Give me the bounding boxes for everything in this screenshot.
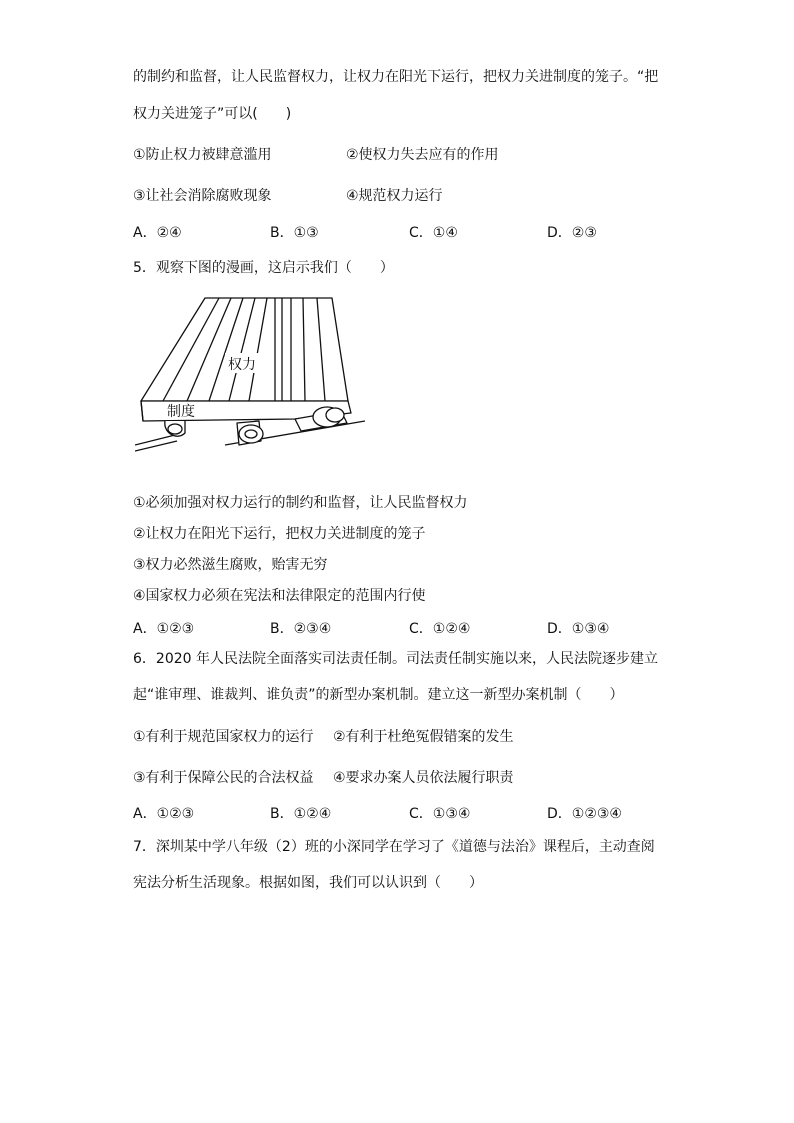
q4-choice-d: D．②③: [547, 225, 597, 241]
q6-choice-d: D．①②③④: [547, 806, 622, 822]
q4-choice-a: A．②④: [133, 225, 182, 241]
q5-item-4: ④国家权力必须在宪法和法律限定的范围内行使: [133, 588, 426, 604]
q7-stem-line1: 7．深圳某中学八年级（2）班的小深同学在学习了《道德与法治》课程后，主动查阅: [133, 839, 655, 855]
q6-item-3: ③有利于保障公民的合法权益: [133, 770, 314, 786]
q5-item-1: ①必须加强对权力运行的制约和监督，让人民监督权力: [133, 495, 468, 511]
q4-choice-b: B．①③: [270, 225, 319, 241]
cartoon-figure: [135, 293, 365, 453]
q6-stem-line1: 6．2020 年人民法院全面落实司法责任制。司法责任制实施以来，人民法院逐步建立: [133, 651, 658, 667]
q4-item-4: ④规范权力运行: [346, 188, 443, 204]
q7-stem-line2: 宪法分析生活现象。根据如图，我们可以认识到（ ）: [133, 875, 483, 891]
q4-choice-c: C．①④: [409, 225, 458, 241]
q6-item-4: ④要求办案人员依法履行职责: [333, 770, 514, 786]
q6-stem-line2: 起“谁审理、谁裁判、谁负责”的新型办案机制。建立这一新型办案机制（ ）: [133, 687, 624, 703]
q4-item-3: ③让社会消除腐败现象: [133, 188, 272, 204]
q5-stem: 5．观察下图的漫画，这启示我们（ ）: [133, 260, 394, 276]
q6-item-2: ②有利于杜绝冤假错案的发生: [333, 729, 514, 745]
q5-choice-a: A．①②③: [133, 621, 195, 637]
q6-choice-b: B．①②④: [270, 806, 332, 822]
q5-item-2: ②让权力在阳光下运行，把权力关进制度的笼子: [133, 526, 426, 542]
q4-stem-line2: 权力关进笼子”可以( ): [133, 106, 292, 122]
q4-item-1: ①防止权力被肆意滥用: [133, 147, 272, 163]
q4-item-2: ②使权力失去应有的作用: [346, 147, 499, 163]
q5-choice-d: D．①③④: [547, 621, 610, 637]
q6-item-1: ①有利于规范国家权力的运行: [133, 729, 314, 745]
q5-item-3: ③权力必然滋生腐败，贻害无穷: [133, 557, 328, 573]
q6-choice-a: A．①②③: [133, 806, 195, 822]
q5-choice-b: B．②③④: [270, 621, 332, 637]
cartoon-label-system: 制度: [167, 404, 195, 420]
cartoon-label-power: 权力: [228, 357, 256, 373]
q6-choice-c: C．①③④: [409, 806, 471, 822]
q5-choice-c: C．①②④: [409, 621, 471, 637]
q4-stem-line1: 的制约和监督，让人民监督权力，让权力在阳光下运行，把权力关进制度的笼子。“把: [133, 69, 659, 85]
